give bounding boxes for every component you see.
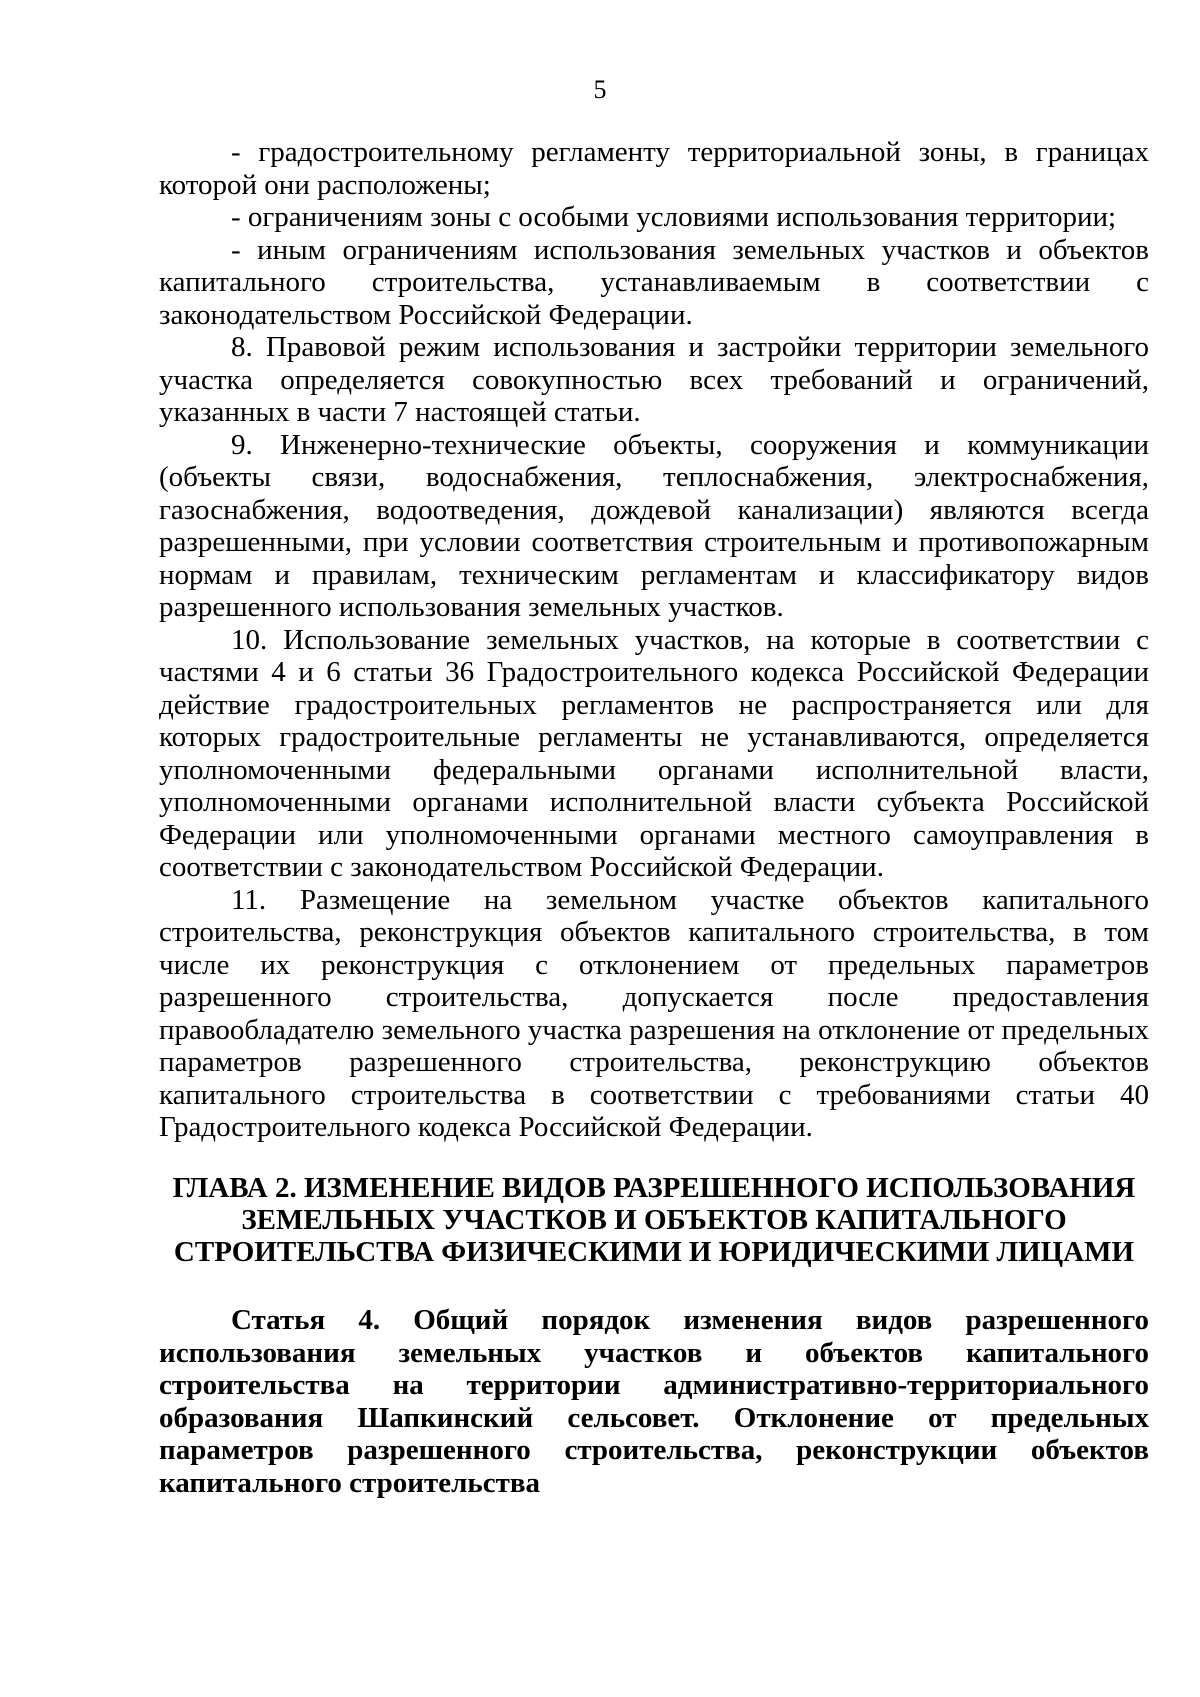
chapter-heading-line: ЗЕМЕЛЬНЫХ УЧАСТКОВ И ОБЪЕКТОВ КАПИТАЛЬНОГО [241,1204,1067,1236]
paragraph-other-restrictions: - иным ограничениям использования земельных участков и объектов капитального строительства, устанавливаемым в соответствии с законодательством Российской Федерации. [159,233,1149,331]
paragraph-special-zone-restrictions: - ограничениям зоны с особыми условиями использования территории; [231,201,1117,233]
chapter-heading-line: СТРОИТЕЛЬСТВА ФИЗИЧЕСКИМИ И ЮРИДИЧЕСКИМИ ЛИЦАМИ [173,1236,1135,1268]
paragraph-item-11: 11. Размещение на земельном участке объектов капитального строительства, реконструкция объектов капитального строительства, в том числе их реконструкция с отклонением от предельных параметров разрешенного строительства, допускается после предоставления правообладателю земельного участка разрешения на отклонение от предельных параметров разрешенного строительства, реконструкцию объектов капитального строительства в соответствии с требованиями статьи 40 Градостроительного кодекса Российской Федерации. [159,883,1149,1143]
paragraph-item-9: 9. Инженерно-технические объекты, сооружения и коммуникации (объекты связи, водоснабжения, теплоснабжения, электроснабжения, газоснабжения, водоотведения, дождевой канализации) являются всегда разрешенными, при условии соответствия строительным и противопожарным нормам и правилам, техническим регламентам и классификатору видов разрешенного использования земельных участков. [159,428,1149,623]
body-text [159,136,1149,1144]
chapter-heading [159,1172,1149,1268]
paragraph-zone-regulation: - градостроительному регламенту территориальной зоны, в границах которой они расположены; [159,136,1149,201]
paragraph-item-8: 8. Правовой режим использования и застройки территории земельного участка определяется совокупностью всех требований и ограничений, указанных в части 7 настоящей статьи. [159,331,1149,428]
page-number: 5 [593,75,607,104]
chapter-heading-line: ГЛАВА 2. ИЗМЕНЕНИЕ ВИДОВ РАЗРЕШЕННОГО ИСПОЛЬЗОВАНИЯ [172,1172,1136,1204]
paragraph-item-10: 10. Использование земельных участков, на которые в соответствии с частями 4 и 6 статьи 36 Градостроительного кодекса Российской Федерации действие градостроительных регламентов не распространяется или для которых градостроительные регламенты не устанавливаются, определяется уполномоченными федеральными органами исполнительной власти, уполномоченными органами исполнительной власти субъекта Российской Федерации или уполномоченными органами местного самоуправления в соответствии с законодательством Российской Федерации. [159,623,1149,883]
article-heading: Статья 4. Общий порядок изменения видов разрешенного использования земельных участков и объектов капитального строительства на территории административно-территориального образования Шапкинский сельсовет. Отклонение от предельных параметров разрешенного строительства, реконструкции объектов капитального строительства [159,1304,1149,1499]
